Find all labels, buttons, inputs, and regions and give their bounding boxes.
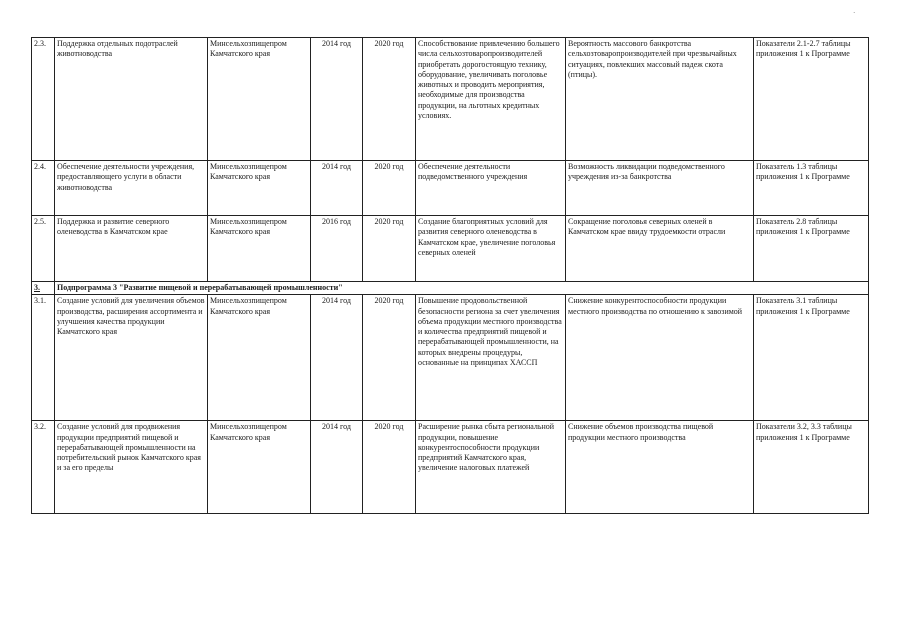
start-year: 2014 год bbox=[311, 38, 363, 161]
row-number: 3.1. bbox=[32, 295, 55, 421]
risk-consequence: Снижение объемов производства пищевой продукции местного производства bbox=[566, 421, 754, 514]
executor: Минсельхозпищепром Камчатского края bbox=[208, 421, 311, 514]
end-year: 2020 год bbox=[363, 421, 416, 514]
measure-name: Обеспечение деятельности учреждения, предоставляющего услуги в области животноводства bbox=[55, 161, 208, 216]
row-number: 3.2. bbox=[32, 421, 55, 514]
measure-name: Поддержка отдельных подотраслей животноводства bbox=[55, 38, 208, 161]
expected-result: Создание благоприятных условий для развития северного оленеводства в Камчатском крае, увеличение поголовья северных оленей bbox=[416, 216, 566, 282]
measure-name: Создание условий для увеличения объемов производства, расширения ассортимента и улучшения качества продукции Камчатского края bbox=[55, 295, 208, 421]
indicator-link: Показатель 2.8 таблицы приложения 1 к Программе bbox=[754, 216, 869, 282]
program-measures-table bbox=[31, 37, 869, 514]
expected-result: Обеспечение деятельности подведомственного учреждения bbox=[416, 161, 566, 216]
indicator-link: Показатели 2.1-2.7 таблицы приложения 1 к Программе bbox=[754, 38, 869, 161]
end-year: 2020 год bbox=[363, 295, 416, 421]
expected-result: Расширение рынка сбыта региональной продукции, повышение конкурентоспособности продукции предприятий Камчатского края, увеличение налоговых платежей bbox=[416, 421, 566, 514]
row-number: 2.5. bbox=[32, 216, 55, 282]
executor: Минсельхозпищепром Камчатского края bbox=[208, 295, 311, 421]
table-row bbox=[32, 161, 869, 216]
table-row bbox=[32, 421, 869, 514]
executor: Минсельхозпищепром Камчатского края bbox=[208, 161, 311, 216]
executor: Минсельхозпищепром Камчатского края bbox=[208, 38, 311, 161]
row-number: 2.3. bbox=[32, 38, 55, 161]
risk-consequence: Сокращение поголовья северных оленей в Камчатском крае ввиду трудоемкости отрасли bbox=[566, 216, 754, 282]
corner-mark: · bbox=[853, 9, 856, 17]
executor: Минсельхозпищепром Камчатского края bbox=[208, 216, 311, 282]
risk-consequence: Возможность ликвидации подведомственного учреждения из-за банкротства bbox=[566, 161, 754, 216]
row-number: 2.4. bbox=[32, 161, 55, 216]
section-number-text: 3. bbox=[34, 283, 40, 292]
end-year: 2020 год bbox=[363, 216, 416, 282]
expected-result: Способствование привлечению большего числа сельхозтоваропроизводителей приобретать дорогостоящую технику, оборудование, увеличивать поголовье животных и проводить мероприятия, необходимые для производства продукции, на льготных кредитных условиях. bbox=[416, 38, 566, 161]
start-year: 2016 год bbox=[311, 216, 363, 282]
section-row bbox=[32, 282, 869, 295]
table-row bbox=[32, 216, 869, 282]
start-year: 2014 год bbox=[311, 295, 363, 421]
start-year: 2014 год bbox=[311, 421, 363, 514]
risk-consequence: Вероятность массового банкротства сельхозтоваропроизводителей при чрезвычайных ситуациях, повлекших массовый падеж скота (птицы). bbox=[566, 38, 754, 161]
end-year: 2020 год bbox=[363, 161, 416, 216]
indicator-link: Показатель 1.3 таблицы приложения 1 к Программе bbox=[754, 161, 869, 216]
indicator-link: Показатель 3.1 таблицы приложения 1 к Программе bbox=[754, 295, 869, 421]
section-number bbox=[32, 282, 55, 295]
risk-consequence: Снижение конкурентоспособности продукции местного производства по отношению к завозимой bbox=[566, 295, 754, 421]
end-year: 2020 год bbox=[363, 38, 416, 161]
table-row bbox=[32, 38, 869, 161]
measure-name: Создание условий для продвижения продукции предприятий пищевой и перерабатывающей промышленности на потребительский рынок Камчатского края и за его пределы bbox=[55, 421, 208, 514]
indicator-link: Показатели 3.2, 3.3 таблицы приложения 1 к Программе bbox=[754, 421, 869, 514]
expected-result: Повышение продовольственной безопасности региона за счет увеличения объема продукции местного производства и количества предприятий пищевой и перерабатывающей промышленности, на которых внедрены процедуры, основанные на принципах ХАССП bbox=[416, 295, 566, 421]
table-row bbox=[32, 295, 869, 421]
measure-name: Поддержка и развитие северного оленеводства в Камчатском крае bbox=[55, 216, 208, 282]
section-title: Подпрограмма 3 "Развитие пищевой и перерабатывающей промышленности" bbox=[55, 282, 869, 295]
start-year: 2014 год bbox=[311, 161, 363, 216]
